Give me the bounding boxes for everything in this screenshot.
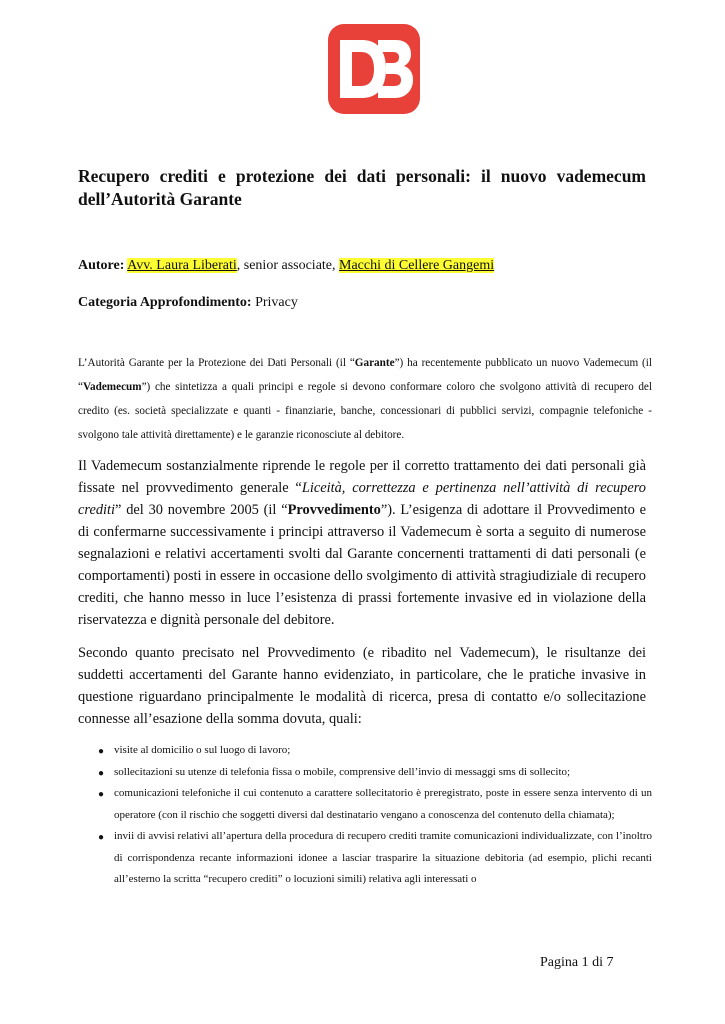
author-label: Autore: [78, 258, 125, 273]
list-item: ● comunicazioni telefoniche il cui contenuto a carattere sollecitatorio è preregistrato, poste in essere senza intervento di un operatore (con il rischio che soggetti diversi dal destinatario vengano a conoscenza del contenuto della chiamata); [78, 783, 652, 826]
author-role: , senior associate, [236, 258, 340, 273]
article-title: Recupero crediti e protezione dei dati personali: il nuovo vademecum dell’Autorità Garante [78, 166, 646, 209]
page-number: Pagina 1 di 7 [540, 955, 614, 970]
body-paragraph-1: Il Vademecum sostanzialmente riprende le regole per il corretto trattamento dei dati personali già fissate nel provvedimento generale “Liceità, correttezza e pertinenza nell’attività di recupero crediti” del 30 novembre 2005 (il “Provvedimento”). L’esigenza di adottare il Provvedimento e di confermarne successivamente i principi attraverso il Vademecum è sorta a seguito di numerose segnalazioni e relativi accertamenti svolti dal Garante concernenti trattamenti di dati personali (e comportamenti) posti in essere in occasione dello svolgimento di attività stragiudiziale di recupero crediti, che hanno messo in luce l’esistenza di prassi fortemente invasive ed in violazione della riservatezza e dignità personale del debitore. [78, 458, 647, 628]
category-line [78, 295, 298, 311]
category-value: Privacy [251, 295, 298, 310]
practice-list [78, 740, 652, 891]
intro-paragraph: L’Autorità Garante per la Protezione dei Dati Personali (il “Garante”) ha recentemente pubblicato un nuovo Vademecum (il “Vademecum”) che sintetizza a quali principi e regole si devono conformare coloro che svolgono attività di recupero del credito (es. società specializzate e quanti - finanziarie, banche, concessionari di pubblici servizi, compagnie telefoniche - svolgono tale attività direttamente) e le garanzie riconosciute al debitore. [78, 357, 653, 441]
category-label: Categoria Approfondimento: [78, 295, 252, 310]
list-item: ● visite al domicilio o sul luogo di lavoro; [78, 740, 652, 762]
author-line [78, 258, 494, 274]
db-logo [328, 24, 420, 114]
list-item: ● sollecitazioni su utenze di telefonia fissa o mobile, comprensive dell’invio di messaggi sms di sollecito; [78, 762, 652, 784]
body-paragraph-2: Secondo quanto precisato nel Provvedimento (e ribadito nel Vademecum), le risultanze dei suddetti accertamenti del Garante hanno evidenziato, in particolare, che le pratiche invasive in questione riguardano principalmente le modalità di ricerca, presa di contatto e/o sollecitazione connesse all’esazione della somma dovuta, quali: [78, 645, 646, 727]
list-item: ● invii di avvisi relativi all’apertura della procedura di recupero crediti tramite comunicazioni individualizzate, con l’inoltro di corrispondenza recante informazioni idonee a lasciar trasparire la situazione debitoria (ad esempio, plichi recanti all’esterno la scritta “recupero crediti” o locuzioni simili) relativa agli interessati o [78, 826, 652, 891]
firm-name[interactable]: Macchi di Cellere Gangemi [339, 258, 495, 273]
author-name[interactable]: Avv. Laura Liberati [127, 258, 237, 273]
